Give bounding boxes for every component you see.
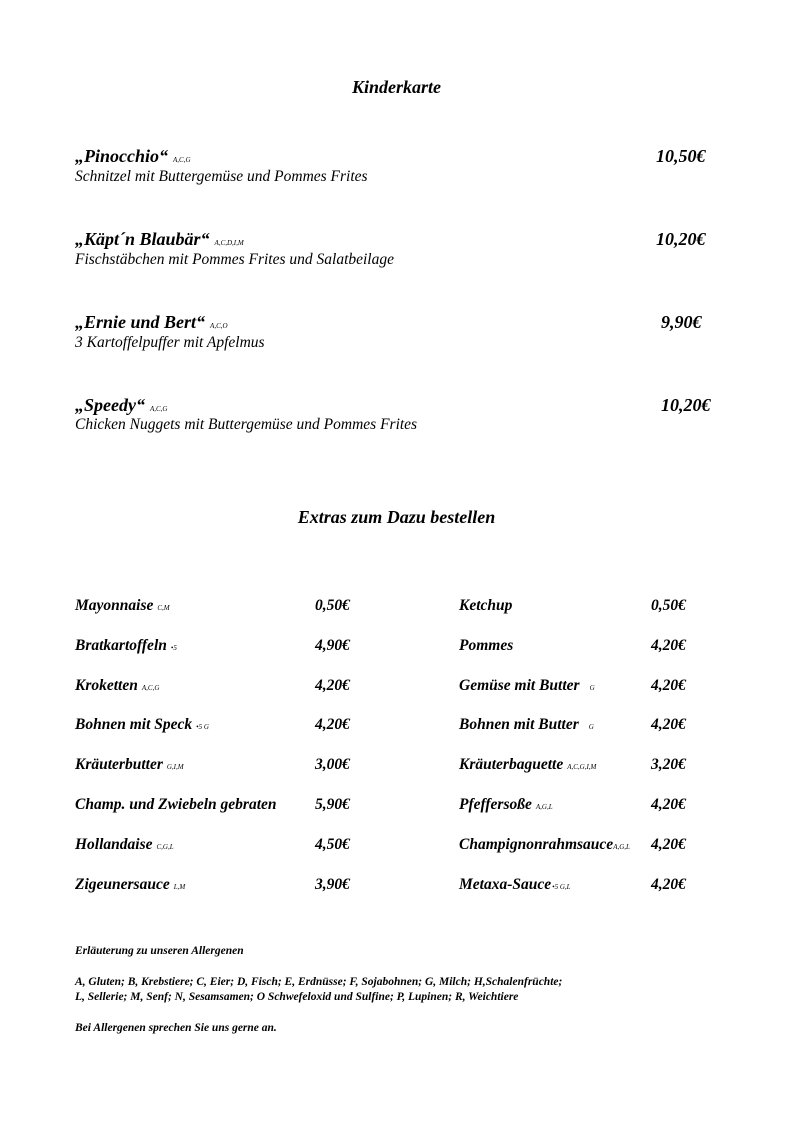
extra-item: Kroketten A,C,G — [75, 677, 160, 694]
extra-price: 4,20€ — [315, 677, 350, 694]
allergen-legend-heading: Erläuterung zu unseren Allergenen — [75, 945, 244, 957]
extra-item: Zigeunersauce L,M — [75, 876, 186, 893]
extra-item: Mayonnaise C,M — [75, 597, 170, 614]
dish-name: „Ernie und Bert“ A,C,O — [75, 312, 228, 332]
dish-name: „Pinocchio“ A,C,G — [75, 146, 191, 166]
allergen-note: Bei Allergenen sprechen Sie uns gerne an. — [75, 1022, 277, 1034]
extra-item: Hollandaise C,G,L — [75, 836, 174, 853]
extra-price: 0,50€ — [651, 597, 686, 614]
dish-description: Fischstäbchen mit Pommes Frites und Salatbeilage — [75, 251, 394, 268]
allergen-codes: •5 G — [196, 723, 209, 731]
extra-item: Gemüse mit Butter G — [459, 677, 595, 694]
allergen-legend-line: L, Sellerie; M, Senf; N, Sesamsamen; O Schwefeloxid und Sulfine; P, Lupinen; R, Weichtiere — [75, 991, 519, 1003]
extra-price: 4,90€ — [315, 637, 350, 654]
allergen-codes: A,C,G — [173, 156, 191, 164]
allergen-codes: A,C,G,I,M — [567, 763, 597, 771]
dish-name: „Speedy“ A,C,G — [75, 395, 168, 415]
extra-price: 0,50€ — [315, 597, 350, 614]
allergen-codes: A,C,O — [210, 322, 228, 330]
extra-item: Bratkartoffeln •5 — [75, 637, 177, 654]
extra-item: Kräuterbutter G,I,M — [75, 756, 184, 773]
extras-title: Extras zum Dazu bestellen — [297, 507, 496, 527]
extra-item: Kräuterbaguette A,C,G,I,M — [459, 756, 597, 773]
allergen-codes: L,M — [173, 883, 186, 891]
extra-price: 4,20€ — [651, 796, 686, 813]
extra-item: Bohnen mit Speck •5 G — [75, 716, 209, 733]
allergen-codes: A,G,L — [613, 843, 630, 851]
extra-price: 4,20€ — [651, 677, 686, 694]
extra-price: 5,90€ — [315, 796, 350, 813]
extra-price: 4,20€ — [651, 716, 686, 733]
allergen-codes: C,G,L — [156, 843, 174, 851]
dish-name: „Käpt´n Blaubär“ A,C,D,I,M — [75, 229, 244, 249]
allergen-codes: C,M — [157, 604, 170, 612]
extra-price: 4,50€ — [315, 836, 350, 853]
extra-item: Metaxa-Sauce•5 G,L — [459, 876, 571, 893]
dish-price: 10,20€ — [656, 229, 706, 249]
dish-price: 9,90€ — [661, 312, 702, 332]
extra-price: 3,90€ — [315, 876, 350, 893]
extra-price: 3,20€ — [651, 756, 686, 773]
extra-item: Ketchup — [459, 597, 513, 614]
dish-price: 10,20€ — [661, 395, 711, 415]
allergen-codes: A,C,D,I,M — [214, 239, 244, 247]
allergen-codes: A,G,L — [535, 803, 553, 811]
extra-item: Pfeffersoße A,G,L — [459, 796, 553, 813]
page-title: Kinderkarte — [351, 77, 441, 97]
extra-item: Champ. und Zwiebeln gebraten — [75, 796, 277, 813]
extra-price: 4,20€ — [651, 836, 686, 853]
allergen-codes: A,C,G — [149, 405, 168, 413]
allergen-legend-line: A, Gluten; B, Krebstiere; C, Eier; D, Fisch; E, Erdnüsse; F, Sojabohnen; G, Milch; H,Schalenfrüchte; — [75, 976, 563, 988]
dish-description: 3 Kartoffelpuffer mit Apfelmus — [75, 334, 265, 351]
extra-price: 4,20€ — [651, 637, 686, 654]
dish-price: 10,50€ — [656, 146, 706, 166]
dish-description: Chicken Nuggets mit Buttergemüse und Pommes Frites — [75, 416, 418, 433]
extra-item: Pommes — [459, 637, 514, 654]
allergen-codes: A,C,G — [141, 684, 160, 692]
dish-description: Schnitzel mit Buttergemüse und Pommes Frites — [75, 168, 368, 185]
allergen-codes: •5 G,L — [552, 883, 571, 891]
allergen-codes: G — [588, 723, 594, 731]
extra-price: 3,00€ — [315, 756, 350, 773]
extra-price: 4,20€ — [315, 716, 350, 733]
extra-price: 4,20€ — [651, 876, 686, 893]
extra-item: ChampignonrahmsauceA,G,L — [459, 836, 630, 853]
allergen-codes: •5 — [170, 644, 177, 652]
extra-item: Bohnen mit Butter G — [459, 716, 594, 733]
allergen-codes: G — [589, 684, 595, 692]
allergen-codes: G,I,M — [166, 763, 184, 771]
